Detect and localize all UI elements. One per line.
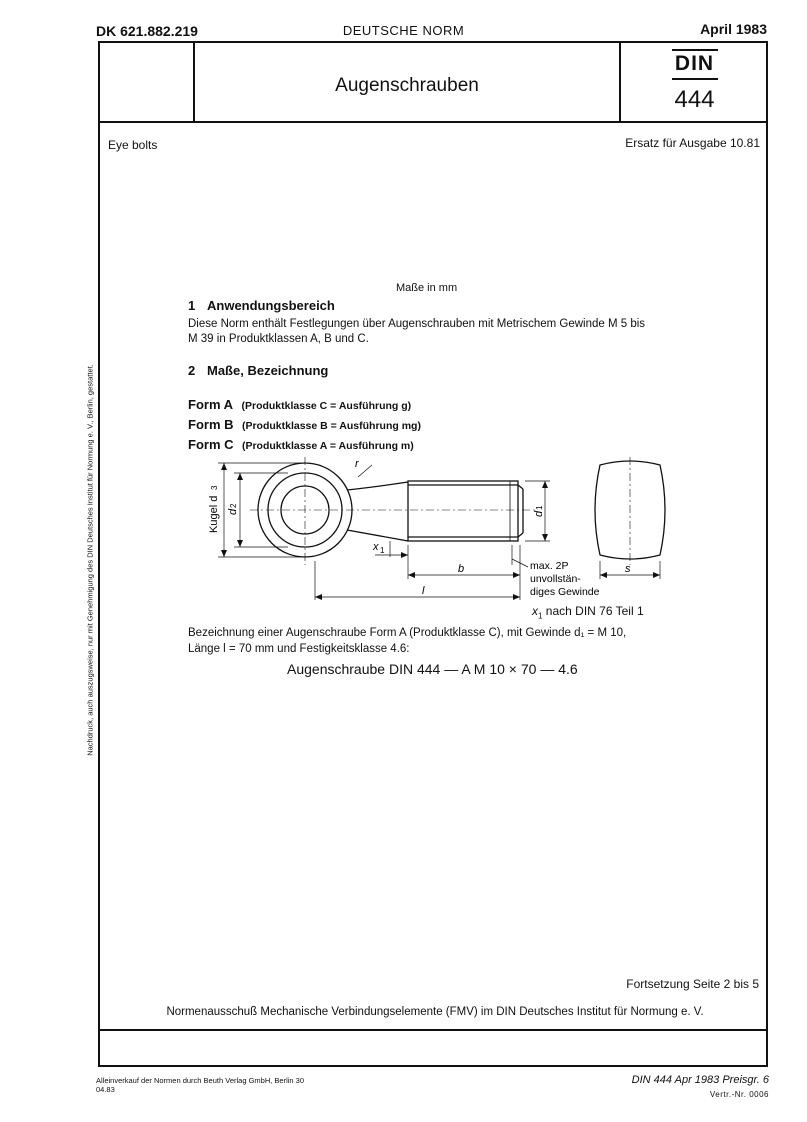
committee-line: Normenausschuß Mechanische Verbindungselemente (FMV) im DIN Deutsches Institut für Normung e. V. xyxy=(166,1006,704,1018)
din-logo-underline xyxy=(672,78,718,80)
form-a-name: Form A xyxy=(188,397,234,412)
b-label: b xyxy=(458,563,465,575)
shank xyxy=(408,481,518,541)
x1-note-text: nach DIN 76 Teil 1 xyxy=(545,604,644,618)
d2-sub: 2 xyxy=(229,503,238,508)
replacement-note: Ersatz für Ausgabe 10.81 xyxy=(625,136,760,150)
s-label: s xyxy=(625,563,631,575)
neck-bottom xyxy=(347,530,408,541)
sales-note-line1: Alleinverkauf der Normen durch Beuth Verlag GmbH, Berlin 30 xyxy=(96,1076,305,1085)
form-b-name: Form B xyxy=(188,417,234,432)
section1-text-line2: M 39 in Produktklassen A, B und C. xyxy=(188,333,369,345)
max-2p-label: max. 2P xyxy=(530,560,569,572)
english-title: Eye bolts xyxy=(108,138,158,152)
issue-date: April 1983 xyxy=(700,21,767,37)
d1-label: d xyxy=(533,510,545,517)
designation-example: Augenschraube DIN 444 — A M 10 × 70 — 4.6 xyxy=(287,661,578,677)
x1-note-sub: 1 xyxy=(538,611,543,621)
x1-sub: 1 xyxy=(380,546,385,555)
vertr-nr: Vertr.-Nr. 0006 xyxy=(709,1090,769,1099)
din-logo: DIN xyxy=(674,52,715,75)
form-c-row xyxy=(188,436,414,454)
footer-divider xyxy=(98,1029,768,1031)
form-b-detail: (Produktklasse B = Ausführung mg) xyxy=(241,420,421,432)
continuation-note: Fortsetzung Seite 2 bis 5 xyxy=(626,977,759,991)
din-logo-overline xyxy=(672,49,718,51)
form-c-detail: (Produktklasse A = Ausführung m) xyxy=(241,440,414,452)
section1-heading: Anwendungsbereich xyxy=(207,298,335,313)
sales-note-line2: 04.83 xyxy=(96,1085,115,1094)
r-label: r xyxy=(355,458,359,470)
units-note: Maße in mm xyxy=(396,282,458,294)
dk-number: DK 621.882.219 xyxy=(96,23,198,39)
d1-sub: 1 xyxy=(535,505,544,510)
form-b-row xyxy=(188,416,421,434)
section2-heading: Maße, Bezeichnung xyxy=(207,363,329,378)
designation-line2: Länge l = 70 mm und Festigkeitsklasse 4.6: xyxy=(188,643,410,655)
unvollst-label: unvollstän- xyxy=(530,573,581,585)
kugel-d3-sub: 3 xyxy=(210,485,219,490)
price-group: DIN 444 Apr 1983 Preisgr. 6 xyxy=(631,1074,769,1086)
form-a-row xyxy=(188,396,411,414)
x1-note-symbol: x xyxy=(532,604,538,618)
din-number: 444 xyxy=(674,86,715,113)
page-title: Augenschrauben xyxy=(335,75,479,96)
norm-type: DEUTSCHE NORM xyxy=(342,23,465,38)
form-a-detail: (Produktklasse C = Ausführung g) xyxy=(241,400,412,412)
section1-text-line1: Diese Norm enthält Festlegungen über Augenschrauben mit Metrischem Gewinde M 5 bis xyxy=(188,318,646,330)
form-c-name: Form C xyxy=(188,437,234,452)
d2-label: d xyxy=(227,508,239,515)
designation-line1: Bezeichnung einer Augenschraube Form A (Produktklasse C), mit Gewinde d₁ = M 10, xyxy=(188,627,627,639)
section1-number: 1 xyxy=(188,298,196,313)
x1-label: x xyxy=(373,541,379,553)
l-label: l xyxy=(422,585,425,597)
reprint-notice: Nachdruck, auch auszugsweise, nur mit Genehmigung des DIN Deutsches Institut für Normung e. V., Berlin, gestattet. xyxy=(85,364,95,756)
section2-number: 2 xyxy=(188,363,196,378)
title-block-divider xyxy=(98,121,768,123)
gewinde-label: diges Gewinde xyxy=(530,586,600,598)
neck-top xyxy=(347,482,408,490)
eye-bolt-drawing xyxy=(190,455,670,615)
x1-note xyxy=(532,604,644,620)
kugel-d3-label: Kugel d xyxy=(208,495,220,533)
